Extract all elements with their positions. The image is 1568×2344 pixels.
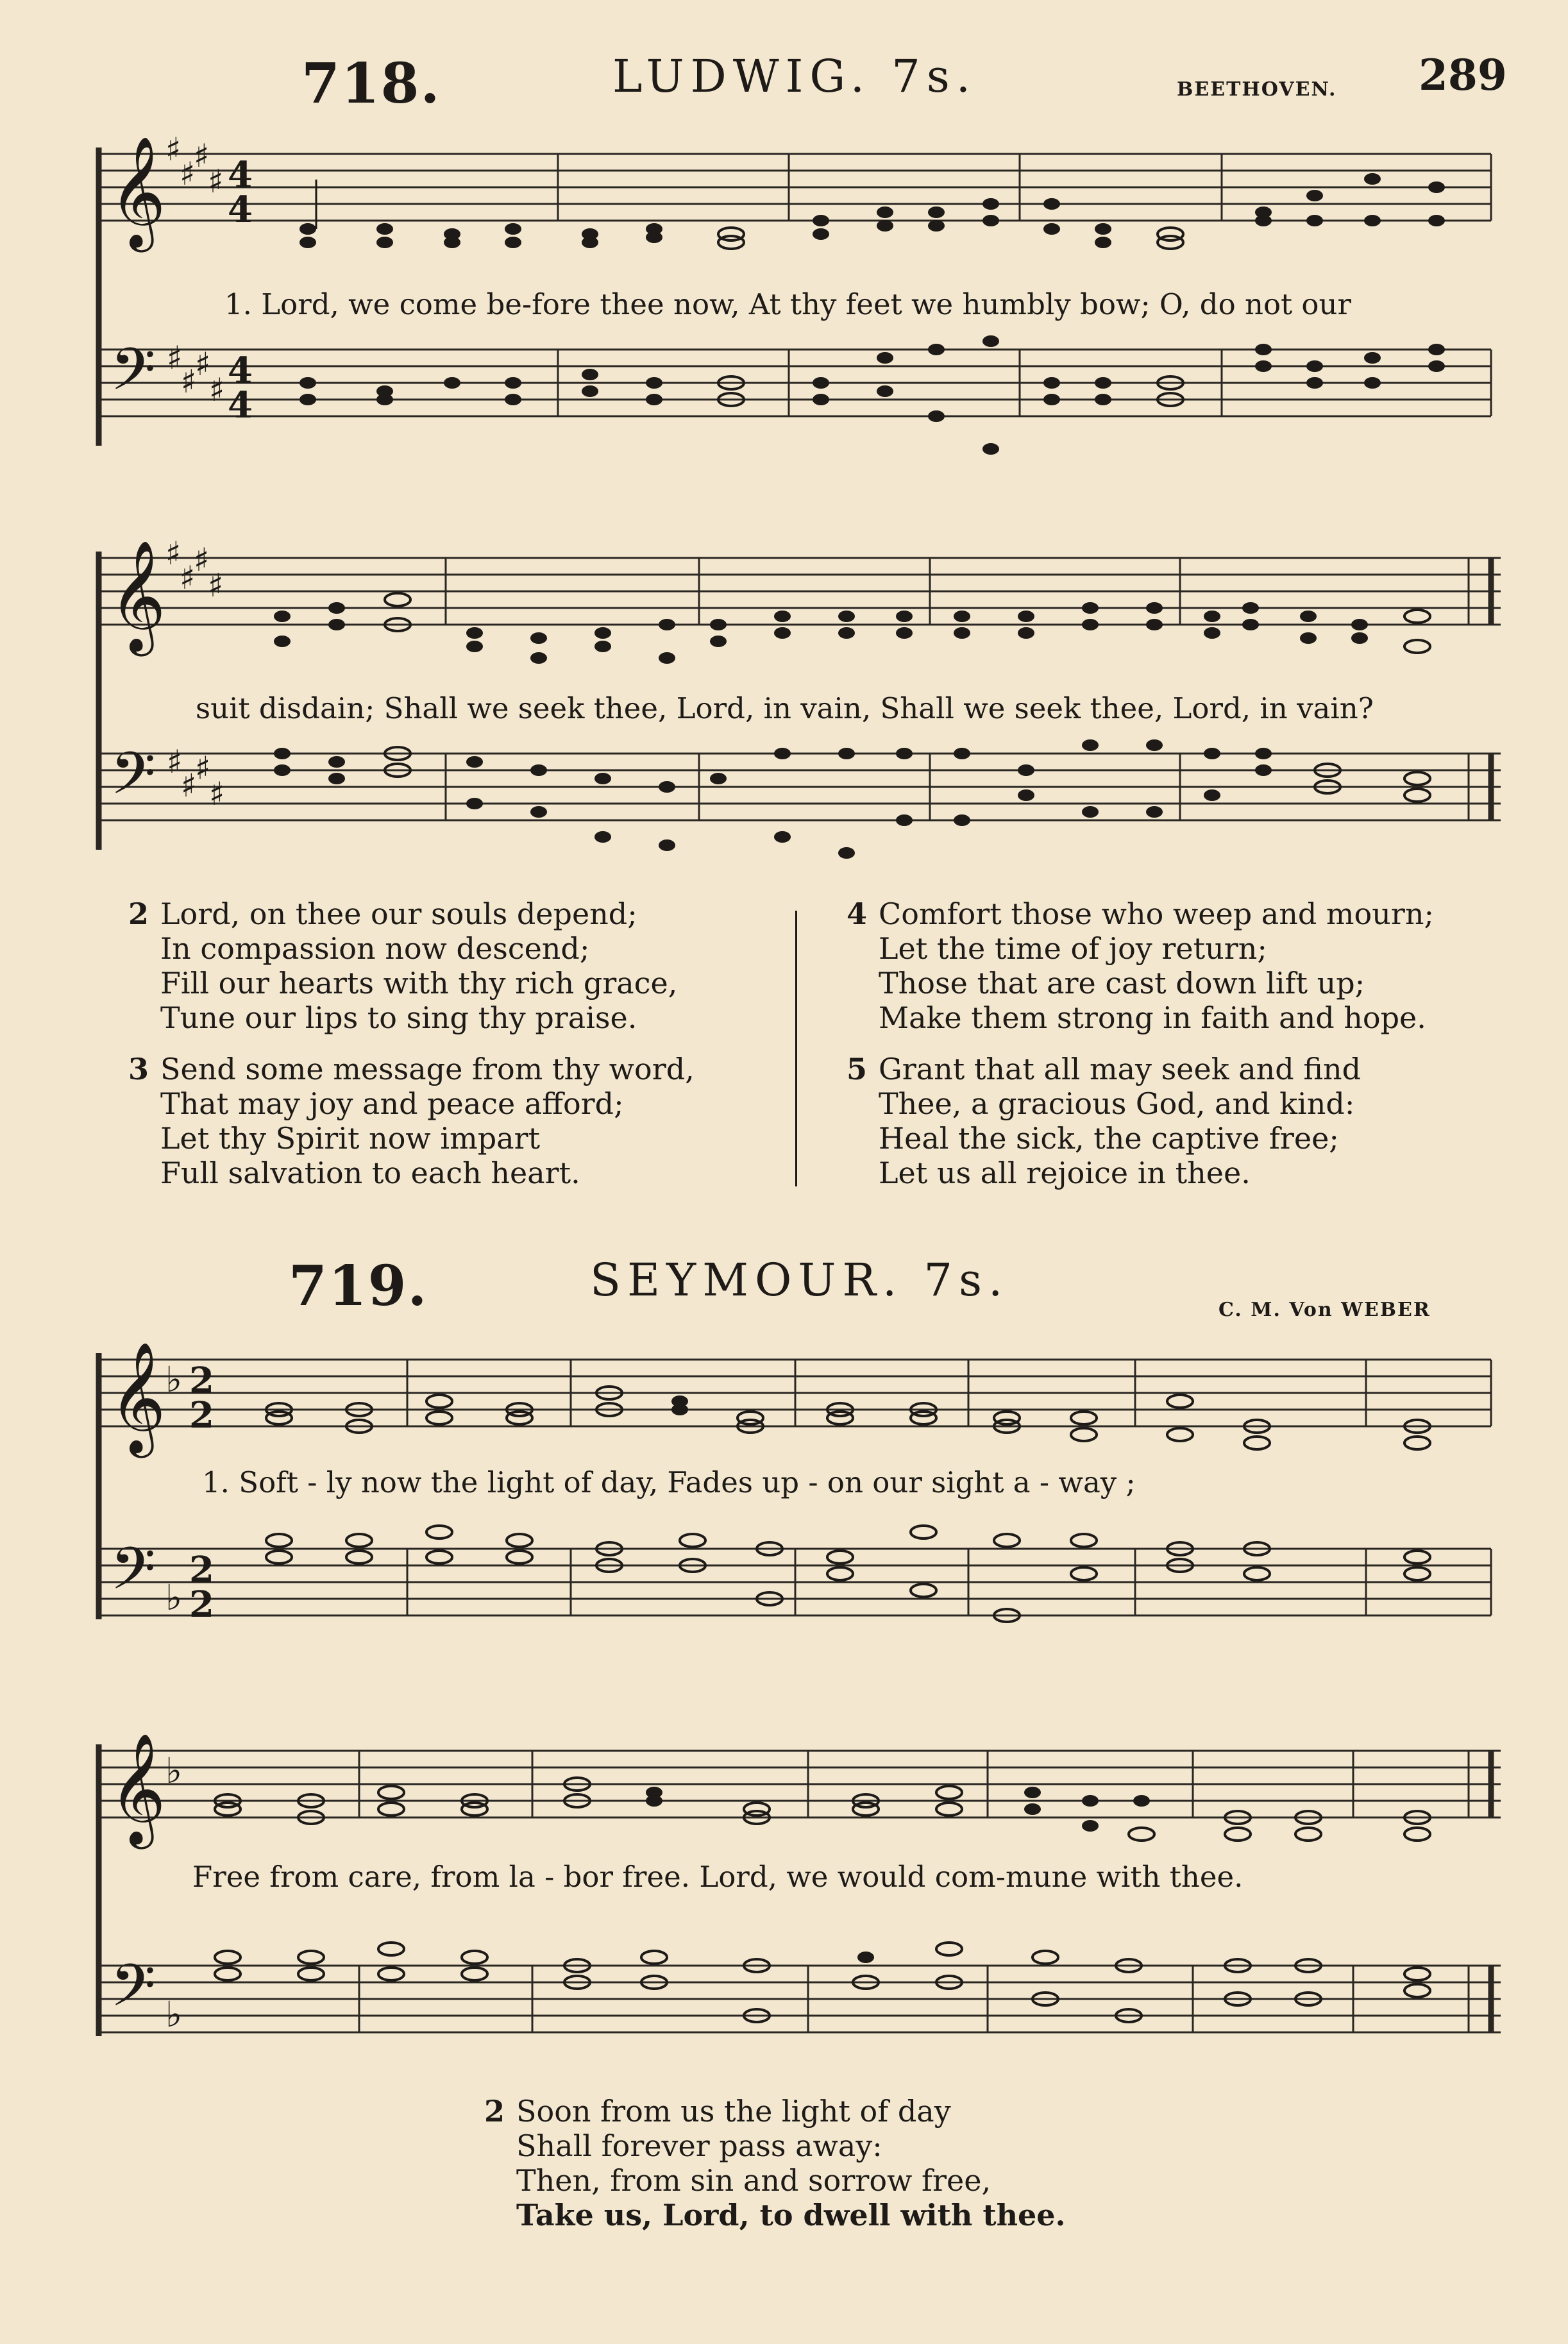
sharp-icon: ♯ [167,743,183,780]
stanza-number: 5 [847,1052,868,1086]
treble-notes [215,1778,1430,1841]
stanza-number: 3 [128,1052,149,1086]
stanza [128,897,678,1035]
stanza-line: Thee, a gracious God, and kind: [879,1086,1355,1121]
composer-name: BEETHOVEN. [1177,78,1337,101]
treble-notes [266,1387,1430,1449]
stanza-line: Full salvation to each heart. [160,1156,580,1190]
sharp-icon: ♯ [194,137,210,174]
time-signature-top: 2 [189,1360,214,1402]
sharp-icon: ♯ [195,750,211,787]
stanza-line: Shall forever pass away: [516,2129,882,2163]
stanza-line: Tune our lips to sing thy praise. [160,1000,637,1035]
stanza-line: Those that are cast down lift up; [879,966,1365,1000]
stanza-line: Fill our hearts with thy rich grace, [160,966,678,1000]
bass-notes [274,739,1430,859]
music-system-719-1 [90,1328,1501,1687]
treble-notes [274,593,1430,664]
treble-clef-icon: 𝄞 [109,540,166,652]
flat-icon: ♭ [165,1994,182,2035]
flat-icon: ♭ [165,1750,182,1791]
sharp-icon: ♯ [167,339,183,376]
lyric-line: 1. Lord, we come be-fore thee now, At thy feet we humbly bow; O, do not our [224,287,1352,321]
sharp-icon: ♯ [194,541,210,578]
sharp-icon: ♯ [208,163,224,200]
time-signature-top: 4 [228,154,253,196]
bass-staff [99,335,1491,455]
stanza-line: Make them strong in faith and hope. [879,1000,1426,1035]
time-signature-bottom: 4 [228,189,253,231]
tune-title: LUDWIG. 7s. [612,50,977,103]
music-system-719-2 [90,1719,1501,2078]
tune-title: SEYMOUR. 7s. [590,1254,1009,1306]
stanza [847,897,1434,1035]
treble-notes [299,173,1445,249]
stanza-line: That may joy and peace afford; [160,1086,624,1121]
treble-staff [99,131,1491,253]
sharp-icon: ♯ [181,767,197,804]
sharp-icon: ♯ [180,155,196,192]
bass-clef-icon: 𝄢 [110,1535,156,1617]
flat-icon: ♭ [165,1577,182,1618]
page-number: 289 [1419,50,1507,100]
sharp-icon: ♯ [165,535,181,572]
sharp-icon: ♯ [165,131,181,168]
treble-clef-icon: 𝄞 [109,1733,166,1844]
bass-notes [299,335,1445,455]
stanza-line: Comfort those who weep and mourn; [879,897,1434,931]
bass-staff [99,1526,1491,1626]
stanza-number: 2 [484,2094,505,2129]
time-signature-bottom: 4 [228,384,253,426]
time-signature-bottom: 2 [189,1583,214,1626]
lyric-line: suit disdain; Shall we seek thee, Lord, in vain, Shall we seek thee, Lord, in vain? [196,691,1374,725]
sharp-icon: ♯ [180,559,196,596]
stanza-line: Heal the sick, the captive free; [879,1121,1339,1156]
bass-clef-icon: 𝄢 [110,1952,156,2034]
sharp-icon: ♯ [195,346,211,383]
stanza-line: Let us all rejoice in thee. [879,1156,1251,1190]
column-divider [795,911,797,1186]
bass-staff [99,739,1501,859]
treble-staff [99,535,1501,664]
stanza-line: Let thy Spirit now impart [160,1121,541,1156]
stanza-line: Soon from us the light of day [516,2094,951,2129]
treble-clef-icon: 𝄞 [109,136,166,248]
hymn-number: 718. [301,51,441,116]
stanza [128,1052,695,1190]
hymn-number: 719. [289,1254,428,1319]
stanza-line: In compassion now descend; [160,931,590,966]
bass-clef-icon: 𝄢 [110,335,156,417]
treble-staff [99,1342,1491,1458]
bass-notes [266,1526,1430,1622]
treble-staff [99,1733,1501,1850]
lyric-line: Free from care, from la - bor free. Lord, we would com-mune with thee. [192,1860,1243,1894]
stanza-line: Then, from sin and sorrow free, [516,2163,991,2198]
treble-clef-icon: 𝄞 [109,1342,166,1453]
bass-clef-icon: 𝄢 [110,739,156,822]
flat-icon: ♭ [165,1359,182,1400]
stanza-line: Take us, Lord, to dwell with thee. [516,2198,1066,2232]
sharp-icon: ♯ [209,775,225,813]
composer-name: C. M. Von WEBER [1218,1299,1431,1321]
sharp-icon: ♯ [181,363,197,400]
stanza-number: 4 [847,897,868,931]
stanza-line: Lord, on thee our souls depend; [160,897,637,931]
stanza-line: Send some message from thy word, [160,1052,695,1086]
sharp-icon: ♯ [209,371,225,409]
stanza [484,2094,1066,2232]
stanza-line: Grant that all may seek and find [879,1052,1361,1086]
bass-staff [99,1943,1501,2035]
stanza [847,1052,1361,1190]
time-signature-top: 2 [189,1549,214,1591]
stanza-number: 2 [128,897,149,931]
stanza-line: Let the time of joy return; [879,931,1267,966]
time-signature-top: 4 [228,350,253,392]
lyric-line: 1. Soft - ly now the light of day, Fades up - on our sight a - way ; [202,1465,1136,1499]
time-signature-bottom: 2 [189,1394,214,1437]
sharp-icon: ♯ [208,567,224,604]
